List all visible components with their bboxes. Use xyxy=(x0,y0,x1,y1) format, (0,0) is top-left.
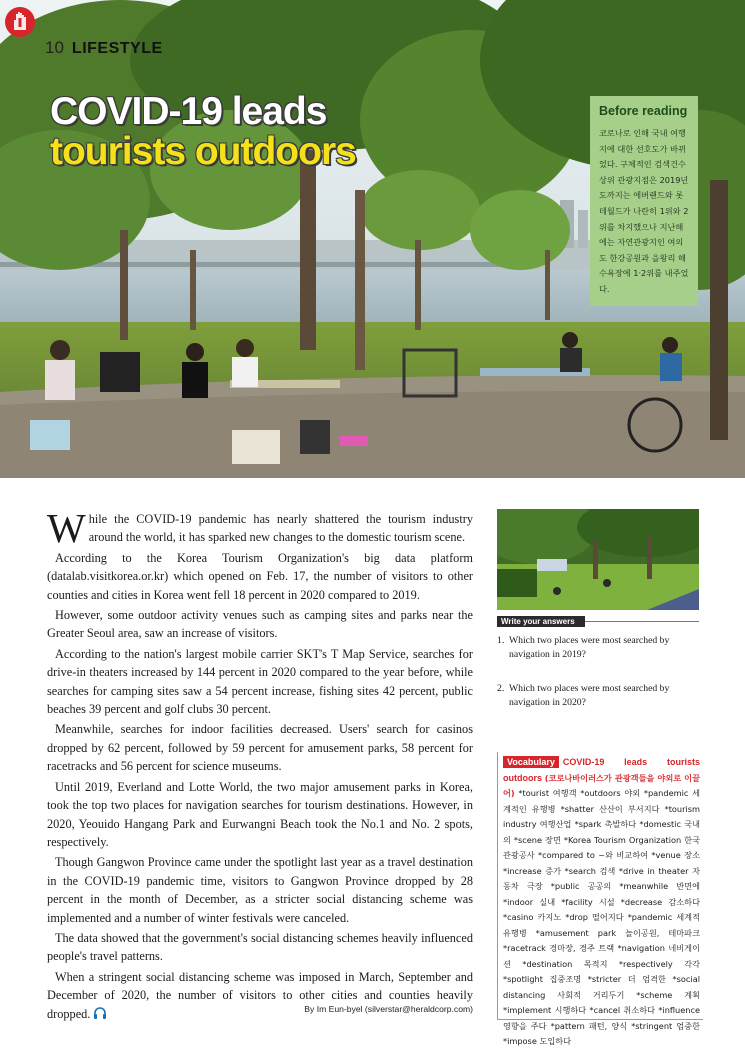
article-paragraph: While the COVID-19 pandemic has nearly shattered the tourism industry around the world, it has sparked new changes to the domestic tourism scene. xyxy=(47,505,473,551)
vocabulary-title: COVID-19 leads tourists outdoors xyxy=(503,757,700,783)
article-paragraph: Though Gangwon Province came under the spotlight last year as a travel destination in the COVID-19 pandemic time, visitors to Gangwon Province dropped by 28 percent in the month of December, as a stricter social distancing scheme was implemented and a number of winter festivals were canceled. xyxy=(47,855,473,925)
question-number: 1. xyxy=(497,635,505,646)
headline-line-2: tourists outdoors xyxy=(50,129,356,173)
article-body xyxy=(47,505,473,1025)
question-item xyxy=(497,682,702,709)
headline xyxy=(50,92,356,172)
park-lawn-illustration xyxy=(497,509,699,610)
vocabulary-tag: Vocabulary xyxy=(503,756,559,768)
article-paragraph: The data showed that the government's social distancing schemes heavily influenced people's travel patterns. xyxy=(47,930,473,964)
question-list xyxy=(497,634,702,730)
divider xyxy=(585,621,699,622)
before-reading-title: Before reading xyxy=(599,104,688,118)
vocabulary-subtitle: (코로나바이러스가 관광객들을 야외로 이끌어) xyxy=(503,772,700,798)
vocabulary-entries: *tourist 여행객 *outdoors 야외 *pandemic 세계적인 유행병 *shatter 산산이 부서지다 *tourism industry 여행산업 *spark 촉발하다 *domestic 국내의 *scene 장면 *Korea Tourism Organization 한국 관광공사 *compared to ~와 비교하여 *venue 장소 *increase 증가 *search 검색 *drive in theater 자동차 극장 *public 공공의 *meanwhile 반면에 *indoor 실내 *facility 시설 *decrease 감소하다 *casino 카지노 *drop 떨어지다 *pandemic 세계적 유행병 *amusement park 놀이공원, 테마파크 *racetrack 경마장, 경주 트랙 *navigation 네비게이션 *destination 목적지 *respectively 각각 *spotlight 집중조명 *stricter 더 엄격한 *social distancing 사회적 거리두기 *scheme 계획 *implement 시행하다 *cancel 취소하다 *influence 영향을 주다 *pattern 패턴, 양식 *stringent 엄중한 *impose 도입하다 xyxy=(503,788,701,1046)
side-photo xyxy=(497,509,699,610)
article-paragraph: According to the Korea Tourism Organization's big data platform (datalab.visitkorea.or.kr) which opened on Feb. 17, the number of visitors to other counties and cities in Korea went fell 18 percent in 2020 compared to 2019. xyxy=(47,550,473,602)
article-paragraph: However, some outdoor activity venues such as camping sites and parks near the Greater Seoul area, saw an increase of visitors. xyxy=(47,608,473,641)
question-text: Which two places were most searched by navigation in 2019? xyxy=(509,635,670,660)
article-paragraph: Meanwhile, searches for indoor facilities decreased. Users' search for casinos dropped by 62 percent, followed by 59 percent for amusement parks, 58 percent for racetracks and 56 percent for science museums. xyxy=(47,722,473,774)
headphone-icon[interactable] xyxy=(93,1007,107,1019)
hand-badge-icon xyxy=(0,0,40,40)
write-answers-label: Write your answers xyxy=(497,616,585,627)
question-number: 2. xyxy=(497,683,505,695)
hero-photo xyxy=(0,0,745,478)
headline-line-1: COVID-19 leads xyxy=(50,90,327,133)
byline: By Im Eun-byel (silverstar@heraldcorp.com) xyxy=(304,1004,473,1014)
before-reading-box xyxy=(590,96,698,306)
article-paragraph: According to the nation's largest mobile carrier SKT's T Map Service, searches for drive-in theaters increased by 144 percent in 2020 compared to the year before, while searches for camping sites saw a 54 percent increase, fishing sites 42 percent, public beaches 39 percent and golf clubs 30 percent. xyxy=(47,646,473,717)
drop-cap: W xyxy=(47,505,86,551)
question-item xyxy=(497,634,702,661)
page-number: 10 xyxy=(45,38,64,57)
section-header xyxy=(45,38,163,58)
before-reading-body: 코로나로 인해 국내 여행지에 대한 선호도가 바뀌었다. 구체적인 검색건수 상위 관광지점은 2019년도까지는 에버랜드와 롯데월드가 나란히 1위와 2위를 차지했으나 지난해에는 자연관광지인 여의도 한강공원과 을왕리 해수욕장에 1·2위를 내주었다. xyxy=(599,128,689,294)
article-paragraph: Until 2019, Everland and Lotte World, the two major amusement parks in Korea, took the top two places for navigation searches for tourism destinations. However, in 2020, Yeouido Hangang Park and Eurwangni Beach took the No.1 and No. 2 spots, respectively. xyxy=(47,779,473,849)
article-paragraph: When a stringent social distancing scheme was imposed in March, September and December of 2020, the number of visitors to other cities and counties heavily dropped. xyxy=(47,969,473,1021)
section-title: LIFESTYLE xyxy=(71,40,163,57)
vocabulary-box xyxy=(503,755,700,1050)
question-text: Which two places were most searched by navigation in 2020? xyxy=(509,683,670,708)
